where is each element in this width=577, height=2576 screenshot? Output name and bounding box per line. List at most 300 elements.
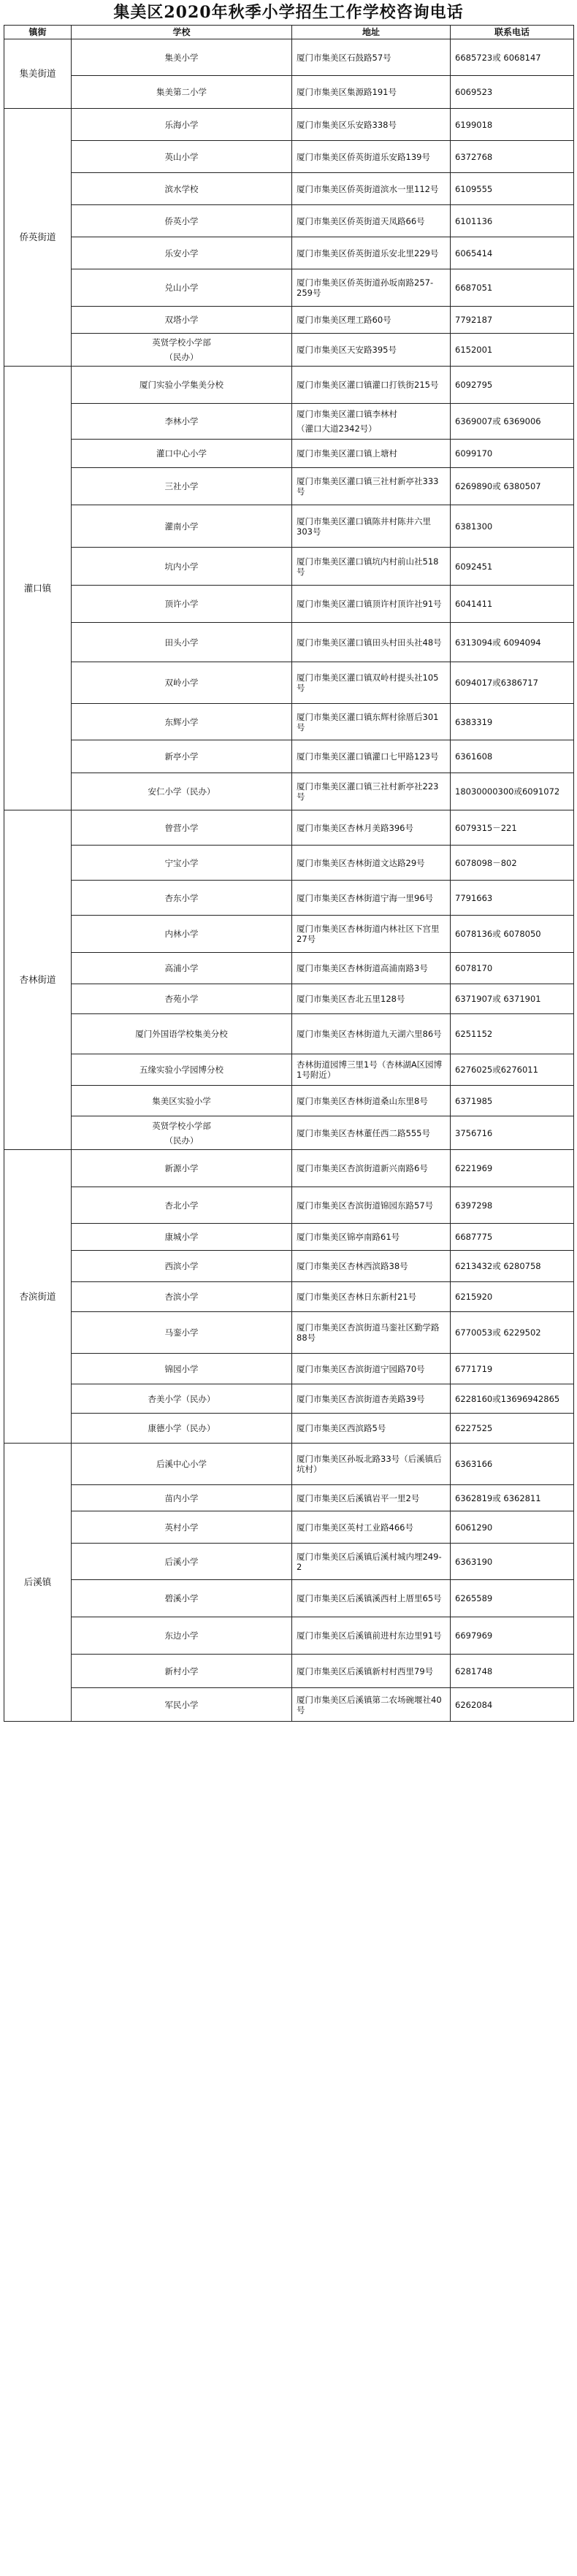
address-cell bbox=[292, 1511, 451, 1544]
school-cell bbox=[72, 39, 292, 76]
address-cell bbox=[292, 1251, 451, 1282]
school-cell bbox=[72, 623, 292, 662]
phone-cell: 3756716 bbox=[451, 1116, 574, 1150]
table-row bbox=[4, 307, 574, 334]
address-cell bbox=[292, 1086, 451, 1116]
school-cell bbox=[72, 1414, 292, 1444]
address-cell bbox=[292, 237, 451, 269]
school-name: 马銮小学 bbox=[164, 1327, 199, 1338]
address-cell bbox=[292, 916, 451, 953]
school-cell bbox=[72, 1444, 292, 1485]
school-name: 新村小学 bbox=[164, 1665, 199, 1676]
table-row bbox=[4, 1655, 574, 1688]
address-text: 厦门市集美区孙坂北路33号（后溪镇后坑村） bbox=[297, 1454, 442, 1474]
address-cell bbox=[292, 1014, 451, 1054]
school-name: 杏美小学（民办） bbox=[148, 1393, 215, 1404]
address-text: 厦门市集美区灌口镇顶许村顶许社91号 bbox=[297, 599, 442, 609]
address-text: 厦门市集美区杏滨街道宁园路70号 bbox=[297, 1363, 425, 1374]
table-row bbox=[4, 205, 574, 237]
school-name: 宁宝小学 bbox=[164, 857, 199, 868]
table-row bbox=[4, 1282, 574, 1312]
school-name: 高浦小学 bbox=[164, 963, 199, 973]
phone-cell: 6092795 bbox=[451, 367, 574, 404]
table-row bbox=[4, 141, 574, 173]
table-row bbox=[4, 367, 574, 404]
address-cell bbox=[292, 586, 451, 623]
address-cell bbox=[292, 773, 451, 810]
phone-cell: 6371985 bbox=[451, 1086, 574, 1116]
address-cell bbox=[292, 1444, 451, 1485]
school-name: 兑山小学 bbox=[164, 283, 199, 293]
school-cell bbox=[72, 704, 292, 740]
phone-cell: 6251152 bbox=[451, 1014, 574, 1054]
address-cell bbox=[292, 334, 451, 367]
school-name: 东边小学 bbox=[164, 1630, 199, 1641]
table-row bbox=[4, 1054, 574, 1086]
school-cell bbox=[72, 1544, 292, 1580]
phone-cell: 6276025或6276011 bbox=[451, 1054, 574, 1086]
phone-cell: 6262084 bbox=[451, 1688, 574, 1722]
address-cell bbox=[292, 662, 451, 704]
phone-cell: 6362819或 6362811 bbox=[451, 1485, 574, 1511]
table-row bbox=[4, 505, 574, 548]
address-text: 厦门市集美区灌口镇三社村新亭社333号 bbox=[297, 476, 439, 497]
school-name: 灌口中心小学 bbox=[156, 448, 207, 459]
phone-cell: 6685723或 6068147 bbox=[451, 39, 574, 76]
address-cell bbox=[292, 984, 451, 1014]
school-name: 新源小学 bbox=[164, 1163, 199, 1173]
school-cell bbox=[72, 1116, 292, 1150]
address-text: 厦门市集美区杏林街道文达路29号 bbox=[297, 857, 425, 868]
table-row bbox=[4, 1150, 574, 1187]
street-cell: 杏滨街道 bbox=[4, 1150, 72, 1444]
phone-cell: 6770053或 6229502 bbox=[451, 1312, 574, 1354]
address-cell bbox=[292, 1054, 451, 1086]
phone-cell: 6697969 bbox=[451, 1617, 574, 1655]
address-text: 厦门市集美区侨英街道乐安北里229号 bbox=[297, 248, 439, 258]
school-cell bbox=[72, 984, 292, 1014]
table-row bbox=[4, 404, 574, 440]
school-name: 乐海小学 bbox=[164, 119, 199, 130]
phone-cell: 6078136或 6078050 bbox=[451, 916, 574, 953]
address-cell bbox=[292, 1224, 451, 1251]
school-name: 东辉小学 bbox=[164, 716, 199, 727]
school-name: 顶许小学 bbox=[164, 599, 199, 609]
school-name: 后溪中心小学 bbox=[156, 1459, 207, 1469]
school-cell bbox=[72, 1054, 292, 1086]
table-row bbox=[4, 810, 574, 846]
table-row bbox=[4, 269, 574, 307]
address-text: 厦门市集美区杏北五里128号 bbox=[297, 994, 405, 1004]
table-row bbox=[4, 881, 574, 916]
table-row bbox=[4, 623, 574, 662]
table-row bbox=[4, 440, 574, 468]
address-text: 厦门市集美区杏滨街道新兴南路6号 bbox=[297, 1163, 428, 1173]
address-cell bbox=[292, 440, 451, 468]
address-cell bbox=[292, 623, 451, 662]
phone-cell: 6061290 bbox=[451, 1511, 574, 1544]
phone-cell: 6101136 bbox=[451, 205, 574, 237]
address-cell bbox=[292, 1384, 451, 1414]
school-cell bbox=[72, 1014, 292, 1054]
street-cell: 后溪镇 bbox=[4, 1444, 72, 1722]
phone-cell: 18030000300或6091072 bbox=[451, 773, 574, 810]
address-cell bbox=[292, 205, 451, 237]
phone-cell: 6687775 bbox=[451, 1224, 574, 1251]
address-cell bbox=[292, 173, 451, 205]
phone-cell: 6281748 bbox=[451, 1655, 574, 1688]
school-cell bbox=[72, 773, 292, 810]
address-cell bbox=[292, 1414, 451, 1444]
school-cell bbox=[72, 505, 292, 548]
school-cell bbox=[72, 307, 292, 334]
address-text: 厦门市集美区灌口镇灌口七甲路123号 bbox=[297, 751, 439, 762]
address-text: 厦门市集美区锦亭南路61号 bbox=[297, 1232, 400, 1242]
school-cell bbox=[72, 586, 292, 623]
address-text: 厦门市集美区灌口镇三社村新亭社223号 bbox=[297, 781, 439, 802]
school-cell bbox=[72, 173, 292, 205]
school-cell bbox=[72, 1485, 292, 1511]
phone-cell: 6227525 bbox=[451, 1414, 574, 1444]
address-cell bbox=[292, 1617, 451, 1655]
table-row bbox=[4, 1384, 574, 1414]
table-row bbox=[4, 1086, 574, 1116]
address-text: 厦门市集美区集源路191号 bbox=[297, 87, 397, 97]
address-text: 厦门市集美区杏林街道高浦南路3号 bbox=[297, 963, 428, 973]
address-text: 厦门市集美区后溪镇溪西村上厝里65号 bbox=[297, 1593, 442, 1603]
table-row bbox=[4, 548, 574, 586]
address-text: 厦门市集美区后溪镇前进村东边里91号 bbox=[297, 1630, 442, 1641]
school-name: 乐安小学 bbox=[164, 248, 199, 258]
address-cell bbox=[292, 39, 451, 76]
table-row bbox=[4, 1617, 574, 1655]
address-cell bbox=[292, 505, 451, 548]
table-row bbox=[4, 334, 574, 367]
header-school: 学校 bbox=[72, 26, 292, 39]
address-cell bbox=[292, 1187, 451, 1224]
phone-cell: 6069523 bbox=[451, 76, 574, 109]
school-name: 安仁小学（民办） bbox=[148, 786, 215, 797]
table-row bbox=[4, 1312, 574, 1354]
street-cell: 侨英街道 bbox=[4, 109, 72, 367]
table-row bbox=[4, 1485, 574, 1511]
address-text: 杏林街道园博三里1号（杏林湖A区园博1号附近） bbox=[297, 1059, 443, 1080]
school-cell bbox=[72, 440, 292, 468]
address-cell bbox=[292, 468, 451, 505]
phone-cell: 6381300 bbox=[451, 505, 574, 548]
school-cell bbox=[72, 548, 292, 586]
table-row bbox=[4, 704, 574, 740]
address-text: 厦门市集美区侨英街道滨水一里112号 bbox=[297, 183, 439, 194]
school-cell bbox=[72, 953, 292, 984]
phone-cell: 6269890或 6380507 bbox=[451, 468, 574, 505]
phone-cell: 6687051 bbox=[451, 269, 574, 307]
address-text: 厦门市集美区侨英街道乐安路139号 bbox=[297, 151, 430, 162]
header-phone: 联系电话 bbox=[451, 26, 574, 39]
header-address: 地址 bbox=[292, 26, 451, 39]
school-name: 英贤学校小学部 bbox=[152, 1120, 211, 1131]
table-row bbox=[4, 1414, 574, 1444]
address-text: 厦门市集美区西滨路5号 bbox=[297, 1423, 386, 1433]
address-cell bbox=[292, 1688, 451, 1722]
school-name: 后溪小学 bbox=[164, 1556, 199, 1567]
address-cell bbox=[292, 1282, 451, 1312]
phone-cell: 7792187 bbox=[451, 307, 574, 334]
phone-cell: 6363190 bbox=[451, 1544, 574, 1580]
table-row bbox=[4, 1014, 574, 1054]
table-row bbox=[4, 173, 574, 205]
phone-cell: 6065414 bbox=[451, 237, 574, 269]
school-name: 杏苑小学 bbox=[164, 994, 199, 1004]
school-name-note: （民办） bbox=[164, 1135, 199, 1146]
street-cell: 集美街道 bbox=[4, 39, 72, 109]
address-cell bbox=[292, 704, 451, 740]
address-cell bbox=[292, 404, 451, 440]
table-row bbox=[4, 1580, 574, 1617]
table-row bbox=[4, 39, 574, 76]
school-name: 碧溪小学 bbox=[164, 1593, 199, 1603]
address-note: （灌口大道2342号） bbox=[297, 423, 377, 434]
address-text: 厦门市集美区灌口镇灌口打铁街215号 bbox=[297, 380, 439, 390]
school-cell bbox=[72, 269, 292, 307]
address-text: 厦门市集美区侨英街道孙坂南路257-259号 bbox=[297, 277, 434, 298]
school-cell bbox=[72, 1384, 292, 1414]
table-row bbox=[4, 1224, 574, 1251]
phone-cell: 6371907或 6371901 bbox=[451, 984, 574, 1014]
address-cell bbox=[292, 1485, 451, 1511]
table-row bbox=[4, 1251, 574, 1282]
table-row bbox=[4, 773, 574, 810]
table-row bbox=[4, 984, 574, 1014]
school-cell bbox=[72, 237, 292, 269]
table-row bbox=[4, 1688, 574, 1722]
address-text: 厦门市集美区后溪镇新村村西里79号 bbox=[297, 1665, 434, 1676]
table-row bbox=[4, 237, 574, 269]
address-text: 厦门市集美区灌口镇田头村田头社48号 bbox=[297, 637, 442, 648]
school-name-note: （民办） bbox=[164, 352, 199, 362]
school-cell bbox=[72, 1655, 292, 1688]
address-text: 厦门市集美区杏滨街道锦园东路57号 bbox=[297, 1200, 434, 1211]
table-row bbox=[4, 1511, 574, 1544]
school-cell bbox=[72, 109, 292, 141]
address-cell bbox=[292, 1655, 451, 1688]
school-cell bbox=[72, 1354, 292, 1384]
street-cell: 杏林街道 bbox=[4, 810, 72, 1150]
address-cell bbox=[292, 1544, 451, 1580]
school-cell bbox=[72, 846, 292, 881]
phone-cell: 7791663 bbox=[451, 881, 574, 916]
school-name: 军民小学 bbox=[164, 1699, 199, 1710]
phone-cell: 6313094或 6094094 bbox=[451, 623, 574, 662]
address-cell bbox=[292, 109, 451, 141]
address-text: 厦门市集美区后溪镇第二农场碗堰社40号 bbox=[297, 1694, 442, 1715]
school-name: 英山小学 bbox=[164, 151, 199, 162]
school-name: 滨水学校 bbox=[164, 183, 199, 194]
address-text: 厦门市集美区灌口镇上塘村 bbox=[297, 448, 397, 459]
school-cell bbox=[72, 1511, 292, 1544]
school-name: 英村小学 bbox=[164, 1522, 199, 1533]
school-cell bbox=[72, 141, 292, 173]
address-text: 厦门市集美区灌口镇李林村 bbox=[297, 409, 397, 419]
header-street: 镇街 bbox=[4, 26, 72, 39]
school-name: 双岭小学 bbox=[164, 678, 199, 688]
school-cell bbox=[72, 1251, 292, 1282]
school-cell bbox=[72, 1187, 292, 1224]
school-name: 集美第二小学 bbox=[156, 87, 207, 97]
address-text: 厦门市集美区石鼓路57号 bbox=[297, 52, 391, 63]
phone-cell: 6397298 bbox=[451, 1187, 574, 1224]
school-name: 集美小学 bbox=[164, 52, 199, 63]
address-cell bbox=[292, 1150, 451, 1187]
phone-cell: 6383319 bbox=[451, 704, 574, 740]
school-name: 五缘实验小学园博分校 bbox=[140, 1065, 223, 1075]
school-name: 西滨小学 bbox=[164, 1261, 199, 1271]
phone-cell: 6363166 bbox=[451, 1444, 574, 1485]
phone-cell: 6092451 bbox=[451, 548, 574, 586]
school-name: 锦园小学 bbox=[164, 1363, 199, 1374]
school-name: 康德小学（民办） bbox=[148, 1423, 215, 1433]
phone-cell: 6369007或 6369006 bbox=[451, 404, 574, 440]
school-name: 杏滨小学 bbox=[164, 1292, 199, 1302]
address-cell bbox=[292, 881, 451, 916]
table-row bbox=[4, 1116, 574, 1150]
phone-cell: 6372768 bbox=[451, 141, 574, 173]
table-row bbox=[4, 468, 574, 505]
school-name: 灌南小学 bbox=[164, 521, 199, 532]
school-cell bbox=[72, 1688, 292, 1722]
address-text: 厦门市集美区灌口镇坑内村前山社518号 bbox=[297, 556, 439, 577]
table-row bbox=[4, 109, 574, 141]
school-cell bbox=[72, 916, 292, 953]
phone-cell: 6109555 bbox=[451, 173, 574, 205]
street-cell: 灌口镇 bbox=[4, 367, 72, 810]
school-name: 苗内小学 bbox=[164, 1492, 199, 1503]
phone-cell: 6221969 bbox=[451, 1150, 574, 1187]
phone-cell: 6152001 bbox=[451, 334, 574, 367]
address-text: 厦门市集美区杏林董任西二路555号 bbox=[297, 1127, 430, 1138]
school-name: 曾营小学 bbox=[164, 822, 199, 833]
table-row bbox=[4, 953, 574, 984]
table-row bbox=[4, 1354, 574, 1384]
school-name: 集美区实验小学 bbox=[152, 1095, 211, 1106]
school-name: 李林小学 bbox=[164, 416, 199, 426]
table-row bbox=[4, 662, 574, 704]
phone-cell: 6215920 bbox=[451, 1282, 574, 1312]
phone-cell: 6199018 bbox=[451, 109, 574, 141]
address-text: 厦门市集美区杏林月美路396号 bbox=[297, 822, 413, 833]
address-text: 厦门市集美区乐安路338号 bbox=[297, 119, 397, 130]
phone-cell: 6213432或 6280758 bbox=[451, 1251, 574, 1282]
school-name: 杏东小学 bbox=[164, 892, 199, 903]
school-name: 双塔小学 bbox=[164, 315, 199, 325]
school-name: 厦门外国语学校集美分校 bbox=[135, 1029, 228, 1039]
school-cell bbox=[72, 1086, 292, 1116]
school-cell bbox=[72, 1617, 292, 1655]
school-cell bbox=[72, 468, 292, 505]
school-cell bbox=[72, 76, 292, 109]
address-text: 厦门市集美区杏林街道桑山东里8号 bbox=[297, 1095, 428, 1106]
school-name: 内林小学 bbox=[164, 929, 199, 939]
table-row bbox=[4, 586, 574, 623]
address-cell bbox=[292, 548, 451, 586]
school-cell bbox=[72, 367, 292, 404]
school-name: 杏北小学 bbox=[164, 1200, 199, 1211]
phone-cell: 6265589 bbox=[451, 1580, 574, 1617]
school-name: 厦门实验小学集美分校 bbox=[140, 380, 223, 390]
address-text: 厦门市集美区后溪镇岩平一里2号 bbox=[297, 1492, 420, 1503]
address-text: 厦门市集美区杏林街道九天湖六里86号 bbox=[297, 1029, 442, 1039]
phone-cell: 6078170 bbox=[451, 953, 574, 984]
address-cell bbox=[292, 367, 451, 404]
address-cell bbox=[292, 846, 451, 881]
table-row bbox=[4, 846, 574, 881]
address-cell bbox=[292, 953, 451, 984]
school-contact-table bbox=[4, 25, 574, 1722]
school-name: 康城小学 bbox=[164, 1232, 199, 1242]
table-row bbox=[4, 76, 574, 109]
address-text: 厦门市集美区杏林街道宁海一里96号 bbox=[297, 892, 434, 903]
address-cell bbox=[292, 307, 451, 334]
address-cell bbox=[292, 810, 451, 846]
phone-cell: 6079315－221 bbox=[451, 810, 574, 846]
address-text: 厦门市集美区杏林西滨路38号 bbox=[297, 1261, 408, 1271]
school-cell bbox=[72, 1580, 292, 1617]
address-text: 厦门市集美区灌口镇陈井村陈井六里303号 bbox=[297, 515, 431, 537]
school-cell bbox=[72, 1150, 292, 1187]
school-cell bbox=[72, 662, 292, 704]
school-cell bbox=[72, 1312, 292, 1354]
address-text: 厦门市集美区杏林日东新村21号 bbox=[297, 1292, 417, 1302]
school-name: 英贤学校小学部 bbox=[152, 337, 211, 348]
table-row bbox=[4, 1444, 574, 1485]
school-name: 坑内小学 bbox=[164, 561, 199, 572]
address-cell bbox=[292, 141, 451, 173]
school-cell bbox=[72, 1282, 292, 1312]
address-cell bbox=[292, 1354, 451, 1384]
address-cell bbox=[292, 740, 451, 773]
address-cell bbox=[292, 269, 451, 307]
school-name: 新亭小学 bbox=[164, 751, 199, 762]
school-cell bbox=[72, 205, 292, 237]
school-name: 田头小学 bbox=[164, 637, 199, 648]
school-cell bbox=[72, 740, 292, 773]
document-title: 集美区2020年秋季小学招生工作学校咨询电话 bbox=[113, 3, 464, 22]
phone-cell: 6094017或6386717 bbox=[451, 662, 574, 704]
school-name: 三社小学 bbox=[164, 481, 199, 491]
phone-cell: 6099170 bbox=[451, 440, 574, 468]
school-cell bbox=[72, 881, 292, 916]
school-cell bbox=[72, 810, 292, 846]
address-text: 厦门市集美区后溪镇后溪村城内埋249-2 bbox=[297, 1551, 442, 1572]
address-cell bbox=[292, 1116, 451, 1150]
phone-cell: 6361608 bbox=[451, 740, 574, 773]
address-text: 厦门市集美区灌口镇双岭村提头社105号 bbox=[297, 672, 439, 693]
school-cell bbox=[72, 1224, 292, 1251]
phone-cell: 6228160或13696942865 bbox=[451, 1384, 574, 1414]
address-text: 厦门市集美区灌口镇东辉村徐厝后301号 bbox=[297, 711, 439, 732]
address-text: 厦门市集美区侨英街道天凤路66号 bbox=[297, 215, 425, 226]
table-header-row bbox=[4, 26, 574, 39]
school-name: 侨英小学 bbox=[164, 215, 199, 226]
phone-cell: 6078098－802 bbox=[451, 846, 574, 881]
address-cell bbox=[292, 1312, 451, 1354]
address-text: 厦门市集美区天安路395号 bbox=[297, 345, 397, 355]
address-cell bbox=[292, 76, 451, 109]
address-text: 厦门市集美区理工路60号 bbox=[297, 315, 391, 325]
table-row bbox=[4, 1187, 574, 1224]
address-text: 厦门市集美区杏林街道内林社区下宫里27号 bbox=[297, 924, 440, 944]
phone-cell: 6041411 bbox=[451, 586, 574, 623]
